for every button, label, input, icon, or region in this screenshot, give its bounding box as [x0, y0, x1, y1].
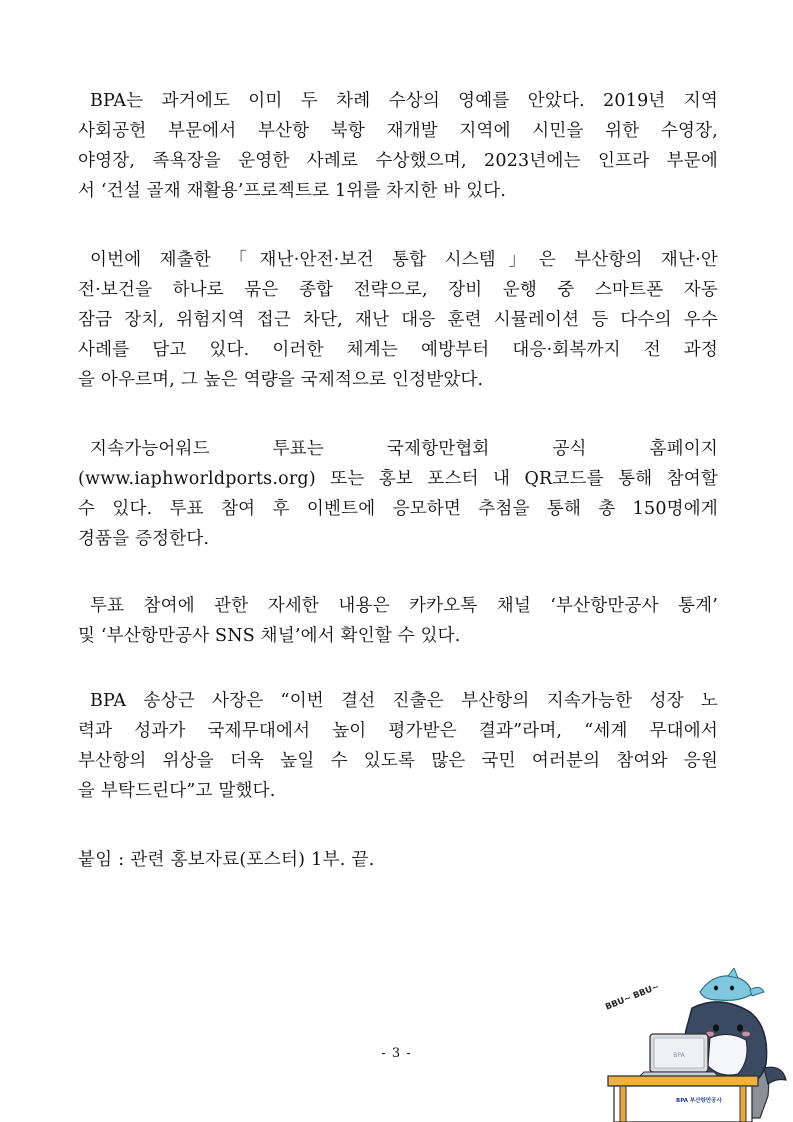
- paragraph-line: BPA 송상근 사장은 “이번 결선 진출은 부산항의 지속가능한 성장 노: [90, 691, 718, 711]
- paragraph-line: 을 부탁드린다”고 말했다.: [78, 781, 276, 801]
- paragraph-line: 이번에 제출한 「재난·안전·보건 통합 시스템」은 부산항의 재난·안: [90, 250, 718, 270]
- paragraph-line: 및 ‘부산항만공사 SNS 채널’에서 확인할 수 있다.: [78, 626, 461, 646]
- paragraph-line: 수 있다. 투표 참여 후 이벤트에 응모하면 추첨을 통해 총 150명에게: [78, 499, 718, 519]
- desk-label: BPA 부산항만공사: [676, 1098, 722, 1104]
- attachment-note: 붙임 : 관련 홍보자료(포스터) 1부. 끝.: [78, 850, 375, 870]
- paragraph-details: [78, 591, 718, 651]
- paragraph-line: 경품을 증정한다.: [78, 529, 210, 549]
- paragraph-line: BPA는 과거에도 이미 두 차례 수상의 영예를 안았다. 2019년 지역: [90, 91, 718, 111]
- paragraph-line: 사례를 담고 있다. 이러한 체계는 예방부터 대응·회복까지 전 과정: [78, 340, 718, 360]
- page-number: - 3 -: [381, 1046, 412, 1061]
- paragraph-line: 전·보건을 하나로 묶은 종합 전략으로, 장비 운행 중 스마트폰 자동: [78, 280, 718, 300]
- laptop-label: BPA: [673, 1052, 685, 1059]
- paragraph-line: 투표 참여에 관한 자세한 내용은 카카오톡 채널 ‘부산항만공사 통계’: [90, 596, 718, 616]
- paragraph-line: 사회공헌 부문에서 부산항 북항 재개발 지역에 시민을 위한 수영장,: [78, 121, 718, 141]
- mascot-illustration: [600, 968, 790, 1122]
- paragraph-line: 부산항의 위상을 더욱 높일 수 있도록 많은 국민 여러분의 참여와 응원: [78, 751, 718, 771]
- paragraph-ceo-quote: [78, 686, 718, 806]
- paragraph-voting: [78, 434, 718, 554]
- paragraph-line: 서 ‘건설 골재 재활용’프로젝트로 1위를 차지한 바 있다.: [78, 181, 507, 201]
- paragraph-line: (www.iaphworldports.org) 또는 홍보 포스터 내 QR코드를 통해 참여할: [78, 469, 718, 489]
- paragraph-line: 지속가능어워드 투표는 국제항만협회 공식 홈페이지: [90, 439, 718, 459]
- paragraph-safety-system: [78, 245, 718, 395]
- paragraph-line: 잠금 장치, 위험지역 접근 차단, 재난 대응 훈련 시뮬레이션 등 다수의 우수: [78, 310, 718, 330]
- paragraph-line: 야영장, 족욕장을 운영한 사례로 수상했으며, 2023년에는 인프라 부문에: [78, 151, 718, 171]
- paragraph-past-awards: [78, 86, 718, 206]
- mascot-speech: BBU~ BBU~: [604, 981, 661, 1013]
- paragraph-line: 을 아우르며, 그 높은 역량을 국제적으로 인정받았다.: [78, 370, 484, 390]
- paragraph-line: 력과 성과가 국제무대에서 높이 평가받은 결과”라며, “세계 무대에서: [78, 721, 718, 741]
